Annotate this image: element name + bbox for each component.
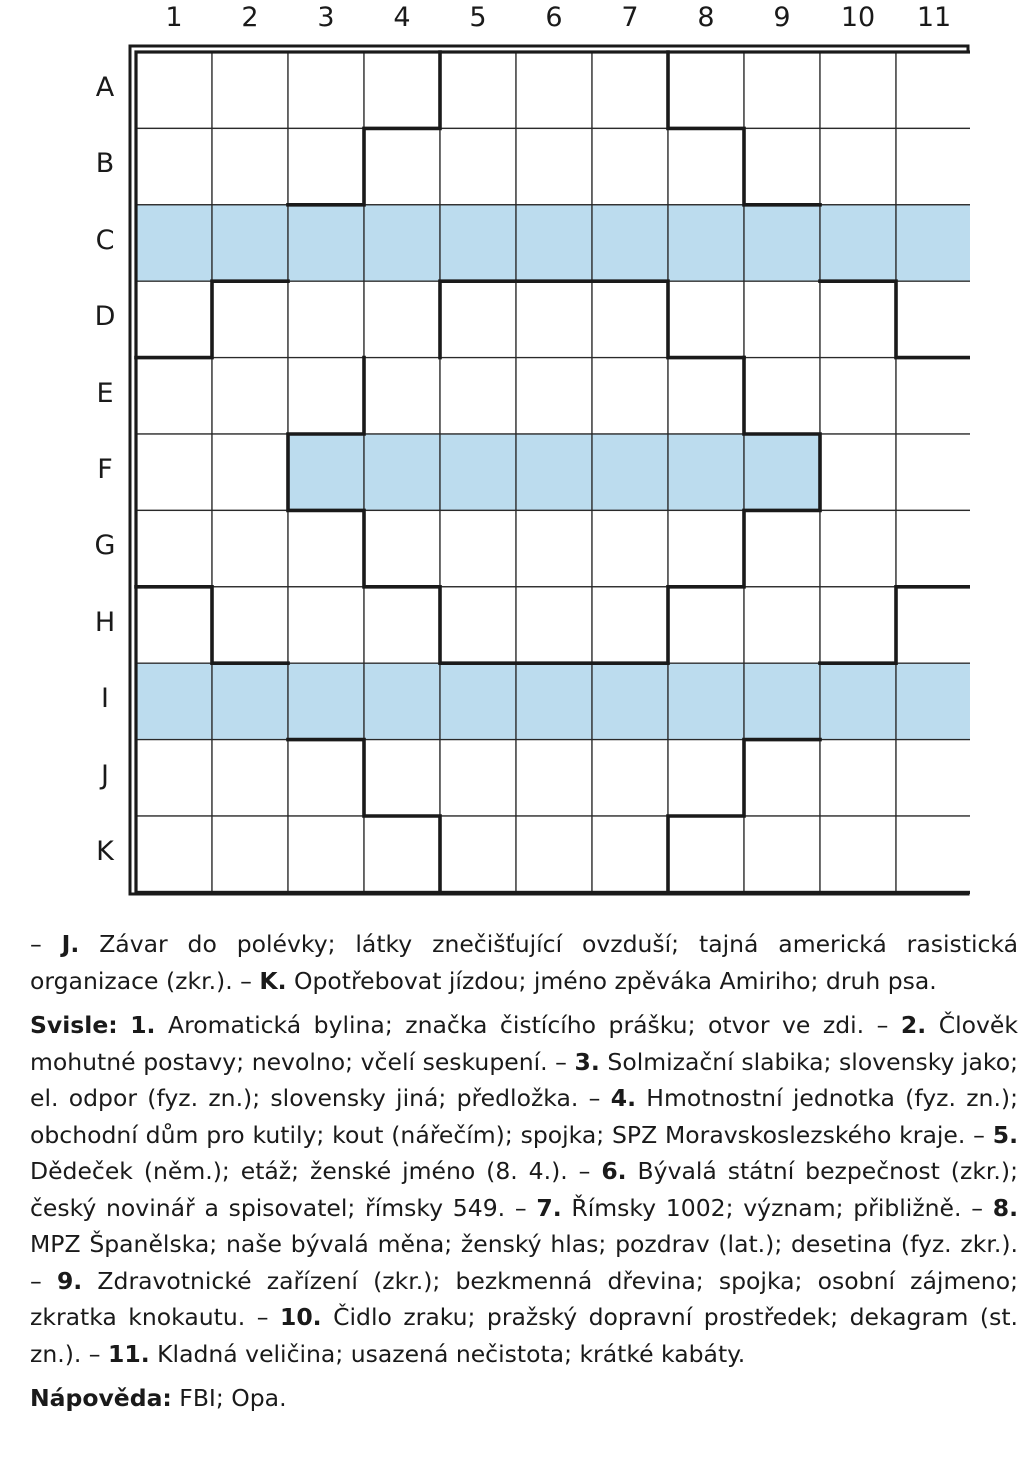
- crossword-cell[interactable]: [288, 281, 364, 357]
- column-label: 4: [393, 2, 411, 33]
- column-labels: [0, 0, 1024, 40]
- crossword-cell[interactable]: [744, 510, 820, 586]
- crossword-cell[interactable]: [896, 358, 970, 434]
- crossword-cell[interactable]: [820, 740, 896, 816]
- crossword-cell[interactable]: [592, 128, 668, 204]
- crossword-cell-highlighted[interactable]: [288, 205, 364, 281]
- clue-number: 7.: [536, 1193, 562, 1222]
- crossword-cell-highlighted[interactable]: [440, 434, 516, 510]
- crossword-cell[interactable]: [440, 128, 516, 204]
- row-label: J: [101, 759, 109, 791]
- crossword-cell[interactable]: [212, 740, 288, 816]
- row-label: H: [94, 606, 116, 638]
- crossword-cell-highlighted[interactable]: [744, 434, 820, 510]
- crossword-cell-highlighted[interactable]: [212, 663, 288, 739]
- clue-number: 11.: [108, 1339, 150, 1368]
- crossword-cell[interactable]: [440, 281, 516, 357]
- crossword-cell[interactable]: [212, 281, 288, 357]
- crossword-cell[interactable]: [820, 816, 896, 892]
- crossword-grid-svg: [128, 44, 970, 896]
- crossword-cell[interactable]: [440, 587, 516, 663]
- crossword-cell-highlighted[interactable]: [516, 434, 592, 510]
- crossword-cell[interactable]: [896, 587, 970, 663]
- crossword-cell-highlighted[interactable]: [744, 663, 820, 739]
- crossword-cell-highlighted[interactable]: [212, 205, 288, 281]
- crossword-cell[interactable]: [668, 52, 744, 128]
- crossword-cell[interactable]: [364, 816, 440, 892]
- crossword-cell[interactable]: [744, 358, 820, 434]
- crossword-cell[interactable]: [744, 740, 820, 816]
- clue-text: Zdravotnické zařízení (zkr.); bezkmenná dřevina; spojka; osobní zájmeno; zkratka knokautu. –: [30, 1266, 1018, 1331]
- crossword-cell-highlighted[interactable]: [516, 663, 592, 739]
- column-label: 1: [165, 2, 183, 33]
- clue-label-j: J.: [61, 930, 80, 958]
- crossword-cell[interactable]: [896, 510, 970, 586]
- crossword-cell[interactable]: [592, 587, 668, 663]
- crossword-cell[interactable]: [136, 128, 212, 204]
- row-label: F: [97, 454, 113, 485]
- crossword-cell[interactable]: [136, 587, 212, 663]
- column-label: 3: [317, 2, 335, 33]
- crossword-cell[interactable]: [820, 587, 896, 663]
- crossword-cell-highlighted[interactable]: [288, 663, 364, 739]
- clue-number: 1.: [130, 1011, 156, 1039]
- clue-number: 3.: [574, 1047, 600, 1076]
- crossword-cell[interactable]: [212, 52, 288, 128]
- crossword-cell[interactable]: [516, 52, 592, 128]
- crossword-cell[interactable]: [592, 740, 668, 816]
- crossword-cell[interactable]: [516, 587, 592, 663]
- crossword-cell[interactable]: [896, 128, 970, 204]
- crossword-cell[interactable]: [136, 510, 212, 586]
- crossword-cell-highlighted[interactable]: [592, 205, 668, 281]
- clue-text-j: Závar do polévky; látky znečišťující ovzduší; tajná americká rasistická organizace (zkr.). –: [30, 930, 1018, 995]
- clue-number: 5.: [992, 1120, 1018, 1149]
- row-label: C: [95, 224, 115, 256]
- crossword-cell[interactable]: [364, 510, 440, 586]
- crossword-cell[interactable]: [440, 510, 516, 586]
- column-label: 9: [773, 2, 791, 33]
- column-label: 11: [916, 2, 952, 33]
- crossword-cell[interactable]: [136, 281, 212, 357]
- crossword-cell[interactable]: [288, 510, 364, 586]
- crossword-cell[interactable]: [212, 128, 288, 204]
- crossword-cell[interactable]: [896, 816, 970, 892]
- crossword-cell[interactable]: [364, 281, 440, 357]
- crossword-cell[interactable]: [820, 358, 896, 434]
- hint: [30, 1380, 1018, 1417]
- clue-text: Dědeček (něm.); etáž; ženské jméno (8. 4.). –: [30, 1157, 602, 1185]
- crossword-cell[interactable]: [288, 740, 364, 816]
- crossword-cell[interactable]: [516, 281, 592, 357]
- crossword-cell-highlighted[interactable]: [136, 205, 212, 281]
- crossword-cell[interactable]: [364, 52, 440, 128]
- crossword-cell[interactable]: [440, 816, 516, 892]
- crossword-cell[interactable]: [440, 52, 516, 128]
- crossword-cell[interactable]: [136, 52, 212, 128]
- crossword-cell[interactable]: [668, 816, 744, 892]
- crossword-cell[interactable]: [288, 128, 364, 204]
- crossword-cell-highlighted[interactable]: [288, 434, 364, 510]
- crossword-cell-highlighted[interactable]: [440, 663, 516, 739]
- crossword-cell[interactable]: [820, 281, 896, 357]
- clue-text: Solmizační slabika; slovensky jako; el. odpor (fyz. zn.); slovensky jiná; předložka. –: [30, 1047, 1018, 1112]
- crossword-cell[interactable]: [668, 358, 744, 434]
- clue-number: 9.: [56, 1266, 83, 1295]
- crossword-grid: [128, 44, 970, 896]
- crossword-cell[interactable]: [820, 434, 896, 510]
- hint-label: Nápověda:: [30, 1384, 172, 1412]
- crossword-cell-highlighted[interactable]: [820, 663, 896, 739]
- crossword-cell[interactable]: [364, 128, 440, 204]
- column-label: 5: [469, 2, 487, 33]
- crossword-cell-highlighted[interactable]: [668, 663, 744, 739]
- clue-text-k: Opotřebovat jízdou; jméno zpěváka Amiriho; druh psa.: [286, 966, 937, 995]
- crossword-cell-highlighted[interactable]: [364, 205, 440, 281]
- crossword-cell-highlighted[interactable]: [364, 663, 440, 739]
- crossword-cell[interactable]: [592, 358, 668, 434]
- column-label: 8: [697, 2, 715, 33]
- crossword-cell[interactable]: [440, 358, 516, 434]
- row-labels: [80, 52, 130, 892]
- crossword-cell[interactable]: [744, 52, 820, 128]
- clue-label-k: K.: [259, 966, 287, 995]
- crossword-cell[interactable]: [136, 358, 212, 434]
- clue-number: 4.: [610, 1084, 636, 1112]
- crossword-cell[interactable]: [592, 52, 668, 128]
- crossword-cell-highlighted[interactable]: [668, 205, 744, 281]
- clue-number: 8.: [992, 1193, 1018, 1222]
- crossword-cell[interactable]: [896, 52, 970, 128]
- hint-text: FBI; Opa.: [171, 1384, 287, 1412]
- crossword-cell[interactable]: [212, 587, 288, 663]
- crossword-cell[interactable]: [668, 587, 744, 663]
- clue-text: Hmotnostní jednotka (fyz. zn.); obchodní dům pro kutily; kout (nářečím); spojka; SPZ Moravskoslezského kraje. –: [30, 1084, 1019, 1149]
- crossword-cell[interactable]: [288, 358, 364, 434]
- crossword-cell[interactable]: [668, 740, 744, 816]
- crossword-cell-highlighted[interactable]: [744, 205, 820, 281]
- row-label: E: [96, 377, 114, 409]
- crossword-cell[interactable]: [516, 358, 592, 434]
- row-label: D: [94, 301, 116, 333]
- crossword-cell[interactable]: [744, 128, 820, 204]
- crossword-cell-highlighted[interactable]: [136, 663, 212, 739]
- row-label: A: [95, 72, 115, 103]
- clue-number: 10.: [279, 1303, 322, 1331]
- crossword-cell[interactable]: [440, 740, 516, 816]
- crossword-cell[interactable]: [288, 587, 364, 663]
- crossword-cell[interactable]: [516, 510, 592, 586]
- crossword-cell[interactable]: [820, 510, 896, 586]
- column-label: 6: [545, 2, 563, 33]
- clue-text: Čidlo zraku; pražský dopravní prostředek; dekagram (st. zn.). –: [30, 1303, 1019, 1368]
- crossword-cell[interactable]: [212, 816, 288, 892]
- crossword-cell-highlighted[interactable]: [516, 205, 592, 281]
- crossword-cell[interactable]: [212, 434, 288, 510]
- crossword-cell-highlighted[interactable]: [364, 434, 440, 510]
- crossword-cell[interactable]: [516, 816, 592, 892]
- crossword-cell[interactable]: [136, 434, 212, 510]
- clue-number: 6.: [601, 1157, 627, 1185]
- crossword-cell-highlighted[interactable]: [592, 434, 668, 510]
- clue-text: MPZ Španělska; naše bývalá měna; ženský hlas; pozdrav (lat.); desetina (fyz. zkr.). –: [30, 1230, 1018, 1295]
- crossword-cell[interactable]: [212, 510, 288, 586]
- clue-text: Bývalá státní bezpečnost (zkr.); český novinář a spisovatel; římsky 549. –: [30, 1157, 1018, 1222]
- crossword-cell-highlighted[interactable]: [896, 663, 970, 739]
- crossword-cell-highlighted[interactable]: [592, 663, 668, 739]
- column-label: 2: [241, 2, 259, 33]
- crossword-cell[interactable]: [516, 128, 592, 204]
- crossword-cell[interactable]: [896, 281, 970, 357]
- crossword-cell[interactable]: [592, 510, 668, 586]
- row-label: B: [95, 148, 115, 180]
- vertical-heading: Svisle:: [30, 1011, 118, 1039]
- clue-text: Aromatická bylina; značka čistícího prášku; otvor ve zdi. –: [155, 1011, 901, 1039]
- crossword-cell[interactable]: [668, 128, 744, 204]
- crossword-cell[interactable]: [136, 740, 212, 816]
- crossword-cell[interactable]: [744, 816, 820, 892]
- horizontal-clues-tail: – J. Závar do polévky; látky znečišťující ovzduší; tajná americká rasistická organizace (zkr.). – K. Opotřebovat jízdou; jméno zpěváka Amiriho; druh psa.: [30, 930, 1018, 995]
- crossword-cell-highlighted[interactable]: [440, 205, 516, 281]
- clue-text: Kladná veličina; usazená nečistota; krátké kabáty.: [149, 1339, 746, 1368]
- crossword-cell-highlighted[interactable]: [668, 434, 744, 510]
- clue-text: Římsky 1002; význam; přibližně. –: [561, 1193, 993, 1222]
- row-label: I: [101, 683, 109, 715]
- row-label: K: [96, 836, 114, 867]
- crossword-cell[interactable]: [288, 816, 364, 892]
- crossword-cell[interactable]: [896, 740, 970, 816]
- row-label: G: [94, 530, 116, 562]
- crossword-cell[interactable]: [820, 128, 896, 204]
- vertical-clues: [30, 1007, 1018, 1372]
- crossword-cell-highlighted[interactable]: [896, 205, 970, 281]
- crossword-cell[interactable]: [516, 740, 592, 816]
- crossword-cell[interactable]: [288, 52, 364, 128]
- clues-section: [30, 926, 1018, 1417]
- crossword-cell[interactable]: [136, 816, 212, 892]
- crossword-cell[interactable]: [212, 358, 288, 434]
- crossword-cell[interactable]: [744, 587, 820, 663]
- crossword-cell[interactable]: [744, 281, 820, 357]
- crossword-cell[interactable]: [668, 281, 744, 357]
- column-label: 10: [840, 2, 876, 33]
- crossword-cell[interactable]: [820, 52, 896, 128]
- crossword-cell[interactable]: [668, 510, 744, 586]
- crossword-cell[interactable]: [896, 434, 970, 510]
- clue-text: Člověk mohutné postavy; nevolno; včelí seskupení. –: [30, 1011, 1018, 1076]
- crossword-cell[interactable]: [364, 587, 440, 663]
- crossword-cell-highlighted[interactable]: [820, 205, 896, 281]
- crossword-cell[interactable]: [592, 816, 668, 892]
- column-label: 7: [621, 2, 639, 33]
- crossword-cell[interactable]: [592, 281, 668, 357]
- crossword-cell[interactable]: [364, 740, 440, 816]
- crossword-cell[interactable]: [364, 358, 440, 434]
- clue-number: 2.: [900, 1011, 927, 1039]
